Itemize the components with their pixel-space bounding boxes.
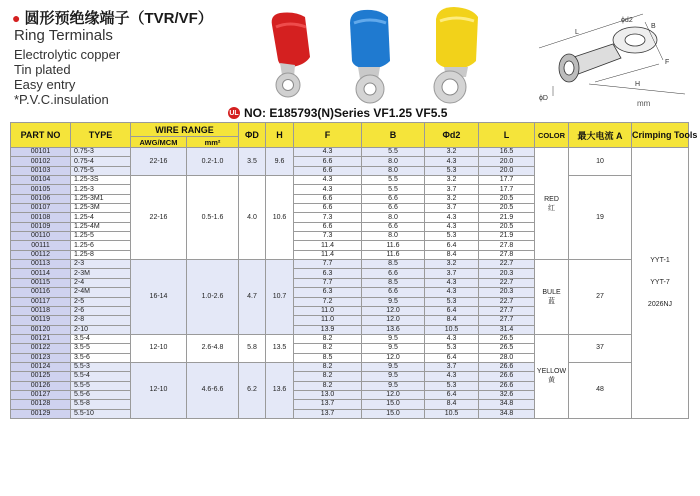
- phi-d-cell: 4.7: [239, 260, 266, 335]
- f-cell: 8.2: [294, 344, 362, 353]
- part-number-cell: 00127: [11, 390, 71, 399]
- phi-d2-cell: 4.3: [425, 222, 479, 231]
- table-row: [11, 148, 689, 157]
- phi-d2-cell: 5.3: [425, 381, 479, 390]
- l-cell: 28.0: [479, 353, 535, 362]
- phi-d2-cell: 3.7: [425, 185, 479, 194]
- color-en: BULE: [542, 289, 561, 296]
- type-cell: 1.25-6: [71, 241, 131, 250]
- type-cell: 2-5: [71, 297, 131, 306]
- part-number-cell: 00117: [11, 297, 71, 306]
- header-phi-d: ΦD: [239, 123, 266, 148]
- type-cell: 0.75-3: [71, 148, 131, 157]
- phi-d2-cell: 3.2: [425, 260, 479, 269]
- l-cell: 21.9: [479, 213, 535, 222]
- page-title: [12, 7, 213, 28]
- f-cell: 11.4: [294, 250, 362, 259]
- type-cell: 5.5-3: [71, 362, 131, 371]
- l-cell: 26.5: [479, 344, 535, 353]
- current-cell: 10: [569, 148, 632, 176]
- phi-d2-cell: 3.7: [425, 204, 479, 213]
- phi-d2-cell: 4.3: [425, 278, 479, 287]
- b-cell: 5.5: [362, 148, 425, 157]
- phi-d-cell: 5.8: [239, 334, 266, 362]
- b-cell: 11.6: [362, 250, 425, 259]
- color-cell: [535, 148, 569, 260]
- l-cell: 20.5: [479, 194, 535, 203]
- part-number-cell: 00113: [11, 260, 71, 269]
- color-zh: 红: [548, 204, 555, 212]
- phi-d-cell: 3.5: [239, 148, 266, 176]
- table-row: [11, 334, 689, 343]
- ul-logo-icon: UL: [228, 107, 240, 119]
- tool-model: YYT-1: [650, 256, 670, 264]
- type-cell: 1.25-3: [71, 185, 131, 194]
- spec-table: [10, 122, 698, 419]
- f-cell: 4.3: [294, 148, 362, 157]
- type-cell: 1.25-5: [71, 232, 131, 241]
- h-cell: 10.7: [266, 260, 294, 335]
- part-number-cell: 00120: [11, 325, 71, 334]
- b-cell: 12.0: [362, 390, 425, 399]
- part-number-cell: 00121: [11, 334, 71, 343]
- phi-d2-cell: 6.4: [425, 306, 479, 315]
- part-number-cell: 00112: [11, 250, 71, 259]
- red-terminal-image: [272, 13, 310, 98]
- type-cell: 5.5-10: [71, 409, 131, 418]
- awg-cell: 22-16: [131, 176, 187, 260]
- crimping-tools-cell: [632, 148, 689, 419]
- part-number-cell: 00128: [11, 400, 71, 409]
- phi-d2-cell: 4.3: [425, 213, 479, 222]
- b-cell: 8.0: [362, 166, 425, 175]
- l-cell: 22.7: [479, 260, 535, 269]
- mm2-cell: 2.6-4.8: [187, 334, 239, 362]
- phi-d2-cell: 3.2: [425, 148, 479, 157]
- phi-d-cell: 6.2: [239, 362, 266, 418]
- part-number-cell: 00118: [11, 306, 71, 315]
- table-row: [11, 362, 689, 371]
- dim-label: ϕd2: [621, 17, 633, 24]
- h-cell: 10.6: [266, 176, 294, 260]
- part-number-cell: 00106: [11, 194, 71, 203]
- b-cell: 13.6: [362, 325, 425, 334]
- phi-d2-cell: 10.5: [425, 409, 479, 418]
- l-cell: 26.6: [479, 362, 535, 371]
- table-row: [11, 176, 689, 185]
- l-cell: 16.5: [479, 148, 535, 157]
- b-cell: 15.0: [362, 400, 425, 409]
- f-cell: 8.2: [294, 372, 362, 381]
- title-text: 圆形预绝缘端子（TVR/VF）: [24, 10, 213, 27]
- header-type: TYPE: [71, 123, 131, 148]
- part-number-cell: 00129: [11, 409, 71, 418]
- type-cell: 1.25-3S: [71, 176, 131, 185]
- l-cell: 27.7: [479, 316, 535, 325]
- h-cell: 13.5: [266, 334, 294, 362]
- phi-d2-cell: 6.4: [425, 241, 479, 250]
- part-number-cell: 00111: [11, 241, 71, 250]
- phi-d-cell: 4.0: [239, 176, 266, 260]
- blue-terminal-image: [350, 10, 390, 103]
- phi-d2-cell: 4.3: [425, 157, 479, 166]
- dim-label: L: [575, 29, 579, 36]
- l-cell: 20.3: [479, 269, 535, 278]
- f-cell: 7.7: [294, 260, 362, 269]
- b-cell: 8.5: [362, 260, 425, 269]
- phi-d2-cell: 4.3: [425, 334, 479, 343]
- f-cell: 8.5: [294, 353, 362, 362]
- b-cell: 12.0: [362, 316, 425, 325]
- dimension-drawing: [525, 12, 695, 104]
- f-cell: 8.2: [294, 334, 362, 343]
- f-cell: 11.4: [294, 241, 362, 250]
- part-number-cell: 00104: [11, 176, 71, 185]
- f-cell: 7.3: [294, 213, 362, 222]
- awg-cell: 12-10: [131, 362, 187, 418]
- current-cell: 19: [569, 176, 632, 260]
- type-cell: 5.5-8: [71, 400, 131, 409]
- l-cell: 32.6: [479, 390, 535, 399]
- phi-d2-cell: 8.4: [425, 400, 479, 409]
- phi-d2-cell: 6.4: [425, 353, 479, 362]
- phi-d2-cell: 4.3: [425, 372, 479, 381]
- part-number-cell: 00107: [11, 204, 71, 213]
- yellow-terminal-image: [434, 7, 478, 103]
- color-en: YELLOW: [536, 368, 567, 376]
- l-cell: 22.7: [479, 278, 535, 287]
- phi-d2-cell: 6.4: [425, 390, 479, 399]
- current-cell: 27: [569, 260, 632, 335]
- color-zh: 黄: [548, 377, 555, 385]
- f-cell: 6.6: [294, 166, 362, 175]
- l-cell: 22.7: [479, 297, 535, 306]
- color-en: RED: [544, 195, 559, 203]
- header-mm2: mm²: [187, 137, 239, 148]
- header-l: L: [479, 123, 535, 148]
- part-number-cell: 00119: [11, 316, 71, 325]
- awg-cell: 12-10: [131, 334, 187, 362]
- part-number-cell: 00102: [11, 157, 71, 166]
- type-cell: 2-4M: [71, 288, 131, 297]
- type-cell: 3.5-4: [71, 334, 131, 343]
- feature-line: Easy entry: [14, 77, 76, 92]
- header-phi-d2: Φd2: [425, 123, 479, 148]
- dim-label: H: [635, 81, 641, 88]
- l-cell: 34.8: [479, 409, 535, 418]
- b-cell: 12.0: [362, 306, 425, 315]
- mm2-cell: 4.6-6.6: [187, 362, 239, 418]
- certification-line: [228, 106, 447, 120]
- mm2-cell: 0.5-1.6: [187, 176, 239, 260]
- header-color: COLOR: [535, 123, 569, 148]
- b-cell: 8.5: [362, 278, 425, 287]
- header-awg: AWG/MCM: [131, 137, 187, 148]
- type-cell: 3.5-5: [71, 344, 131, 353]
- product-name: Ring Terminals: [14, 27, 113, 44]
- tool-model: 2026NJ: [647, 300, 673, 308]
- l-cell: 26.5: [479, 334, 535, 343]
- color-cell: [535, 260, 569, 335]
- b-cell: 9.5: [362, 381, 425, 390]
- header-tools: Crimping Tools: [632, 123, 689, 148]
- l-cell: 20.5: [479, 204, 535, 213]
- header-b: B: [362, 123, 425, 148]
- header-f: F: [294, 123, 362, 148]
- l-cell: 20.3: [479, 288, 535, 297]
- part-number-cell: 00122: [11, 344, 71, 353]
- type-cell: 0.75-5: [71, 166, 131, 175]
- part-number-cell: 00101: [11, 148, 71, 157]
- b-cell: 5.5: [362, 185, 425, 194]
- dim-label: F: [665, 59, 670, 66]
- f-cell: 13.0: [294, 390, 362, 399]
- type-cell: 1.25-4: [71, 213, 131, 222]
- b-cell: 5.5: [362, 176, 425, 185]
- part-number-cell: 00108: [11, 213, 71, 222]
- b-cell: 12.0: [362, 353, 425, 362]
- part-number-cell: 00124: [11, 362, 71, 371]
- spec-table-body: [11, 148, 689, 419]
- table-row: [11, 260, 689, 269]
- l-cell: 21.9: [479, 232, 535, 241]
- type-cell: 2-4: [71, 278, 131, 287]
- l-cell: 17.7: [479, 185, 535, 194]
- phi-d2-cell: 5.3: [425, 166, 479, 175]
- b-cell: 8.0: [362, 232, 425, 241]
- part-number-cell: 00110: [11, 232, 71, 241]
- l-cell: 20.5: [479, 222, 535, 231]
- b-cell: 6.6: [362, 222, 425, 231]
- f-cell: 13.7: [294, 400, 362, 409]
- h-cell: 13.6: [266, 362, 294, 418]
- b-cell: 9.5: [362, 334, 425, 343]
- part-number-cell: 00114: [11, 269, 71, 278]
- mm2-cell: 1.0-2.6: [187, 260, 239, 335]
- phi-d2-cell: 8.4: [425, 250, 479, 259]
- part-number-cell: 00116: [11, 288, 71, 297]
- f-cell: 6.6: [294, 157, 362, 166]
- type-cell: 1.25-8: [71, 250, 131, 259]
- phi-d2-cell: 5.3: [425, 297, 479, 306]
- color-zh: 蓝: [548, 298, 555, 305]
- type-cell: 2-3: [71, 260, 131, 269]
- f-cell: 4.3: [294, 176, 362, 185]
- l-cell: 34.8: [479, 400, 535, 409]
- l-cell: 20.0: [479, 157, 535, 166]
- type-cell: 2-8: [71, 316, 131, 325]
- f-cell: 11.0: [294, 306, 362, 315]
- mm2-cell: 0.2-1.0: [187, 148, 239, 176]
- l-cell: 31.4: [479, 325, 535, 334]
- phi-d2-cell: 3.7: [425, 362, 479, 371]
- f-cell: 6.3: [294, 269, 362, 278]
- l-cell: 17.7: [479, 176, 535, 185]
- type-cell: 5.5-6: [71, 390, 131, 399]
- f-cell: 6.6: [294, 222, 362, 231]
- phi-d2-cell: 3.2: [425, 194, 479, 203]
- l-cell: 26.6: [479, 372, 535, 381]
- part-number-cell: 00103: [11, 166, 71, 175]
- type-cell: 5.5-4: [71, 372, 131, 381]
- phi-d2-cell: 5.3: [425, 344, 479, 353]
- feature-line: *P.V.C.insulation: [14, 92, 109, 107]
- phi-d2-cell: 4.3: [425, 288, 479, 297]
- b-cell: 6.6: [362, 269, 425, 278]
- b-cell: 8.0: [362, 213, 425, 222]
- type-cell: 1.25-3M1: [71, 194, 131, 203]
- b-cell: 9.5: [362, 344, 425, 353]
- part-number-cell: 00125: [11, 372, 71, 381]
- part-number-cell: 00123: [11, 353, 71, 362]
- b-cell: 9.5: [362, 362, 425, 371]
- phi-d2-cell: 3.2: [425, 176, 479, 185]
- b-cell: 6.6: [362, 288, 425, 297]
- l-cell: 27.7: [479, 306, 535, 315]
- type-cell: 2-3M: [71, 269, 131, 278]
- awg-cell: 22-16: [131, 148, 187, 176]
- feature-line: Tin plated: [14, 62, 71, 77]
- f-cell: 13.9: [294, 325, 362, 334]
- certification-text: NO: E185793(N)Series VF1.25 VF5.5: [244, 106, 448, 120]
- header-h: H: [266, 123, 294, 148]
- part-number-cell: 00109: [11, 222, 71, 231]
- header-part: PART NO: [11, 123, 71, 148]
- dim-label: ϕD: [539, 95, 548, 102]
- f-cell: 8.2: [294, 381, 362, 390]
- f-cell: 7.3: [294, 232, 362, 241]
- b-cell: 6.6: [362, 204, 425, 213]
- type-cell: 1.25-3M: [71, 204, 131, 213]
- current-cell: 37: [569, 334, 632, 362]
- color-cell: [535, 334, 569, 418]
- type-cell: 5.5-5: [71, 381, 131, 390]
- tool-model: YYT-7: [650, 278, 670, 286]
- f-cell: 6.6: [294, 194, 362, 203]
- f-cell: 7.7: [294, 278, 362, 287]
- f-cell: 4.3: [294, 185, 362, 194]
- type-cell: 2-6: [71, 306, 131, 315]
- b-cell: 9.5: [362, 372, 425, 381]
- h-cell: 9.6: [266, 148, 294, 176]
- part-number-cell: 00115: [11, 278, 71, 287]
- product-photo: [250, 5, 490, 107]
- f-cell: 8.2: [294, 362, 362, 371]
- b-cell: 6.6: [362, 194, 425, 203]
- dim-label: B: [651, 23, 656, 30]
- f-cell: 11.0: [294, 316, 362, 325]
- b-cell: 9.5: [362, 297, 425, 306]
- f-cell: 7.2: [294, 297, 362, 306]
- l-cell: 26.6: [479, 381, 535, 390]
- f-cell: 6.6: [294, 204, 362, 213]
- l-cell: 27.8: [479, 250, 535, 259]
- l-cell: 20.0: [479, 166, 535, 175]
- b-cell: 8.0: [362, 157, 425, 166]
- awg-cell: 16-14: [131, 260, 187, 335]
- phi-d2-cell: 3.7: [425, 269, 479, 278]
- phi-d2-cell: 8.4: [425, 316, 479, 325]
- type-cell: 2-10: [71, 325, 131, 334]
- header-wire-range: WIRE RANGE: [131, 123, 239, 137]
- header-current: 最大电流 A: [569, 123, 632, 148]
- type-cell: 0.75-4: [71, 157, 131, 166]
- feature-line: Electrolytic copper: [14, 47, 121, 62]
- type-cell: 3.5-6: [71, 353, 131, 362]
- l-cell: 27.8: [479, 241, 535, 250]
- bullet-icon: ●: [12, 10, 21, 26]
- b-cell: 15.0: [362, 409, 425, 418]
- part-number-cell: 00105: [11, 185, 71, 194]
- part-number-cell: 00126: [11, 381, 71, 390]
- phi-d2-cell: 5.3: [425, 232, 479, 241]
- phi-d2-cell: 10.5: [425, 325, 479, 334]
- b-cell: 11.6: [362, 241, 425, 250]
- current-cell: 48: [569, 362, 632, 418]
- unit-label: mm: [637, 99, 651, 108]
- type-cell: 1.25-4M: [71, 222, 131, 231]
- f-cell: 6.3: [294, 288, 362, 297]
- f-cell: 13.7: [294, 409, 362, 418]
